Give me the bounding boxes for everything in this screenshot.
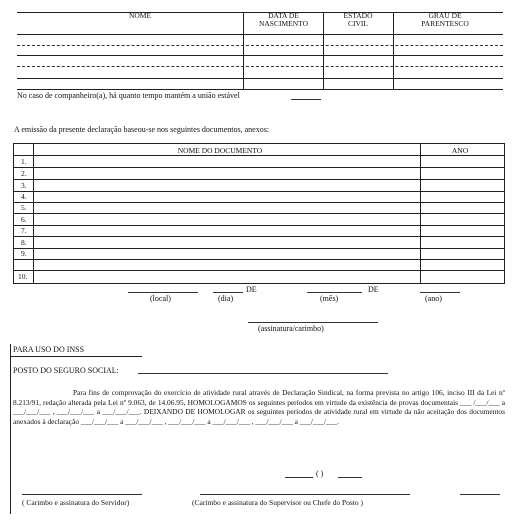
row-number: 2. bbox=[21, 169, 27, 178]
supervisor-signature-line[interactable] bbox=[200, 494, 410, 495]
companion-duration-field[interactable] bbox=[291, 99, 321, 100]
servidor-signature-line[interactable] bbox=[22, 494, 142, 495]
dia-field[interactable] bbox=[213, 292, 243, 293]
header-ano: ANO bbox=[451, 146, 469, 155]
header-estado-civil: ESTADO CIVIL bbox=[343, 11, 373, 28]
label-servidor-signature: ( Carimbo e assinatura do Servidor) bbox=[22, 498, 130, 507]
label-dia: (dia) bbox=[218, 294, 234, 303]
row-number: 8. bbox=[21, 238, 27, 247]
row-number: 7. bbox=[21, 226, 27, 235]
signature-line[interactable] bbox=[248, 322, 378, 323]
label-supervisor-signature: (Carimbo e assinatura do Supervisor ou Chefe do Posto ) bbox=[192, 498, 364, 507]
label-ano: (ano) bbox=[425, 294, 442, 303]
header-grau-parentesco: GRAU DE PARENTESCO bbox=[421, 11, 469, 28]
row-number: 9. bbox=[21, 249, 27, 258]
inss-post-label: POSTO DO SEGURO SOCIAL: bbox=[13, 366, 119, 375]
date-day-field[interactable] bbox=[285, 477, 313, 478]
row-number: 5. bbox=[21, 203, 27, 212]
inss-homologation-text: Para fins de comprovação do exercício de atividade rural através de Declaração Sindical, na forma prevista no artigo 106, inciso III da Lei nº 8.213/91, redação alterada pela Lei nº 9.063, de 14.06.95, HOMOLOGAMOS os seguintes períodos em virtude da existência de provas documentais ___ /___/___ a ___/___/___ , ___/___/___ a ___/___/___. DEIXANDO DE HOMOLOGAR os seguintes períodos de atividade rural em virtude da não aceitação dos documentos anexados à declaração ___/___/___ a ___/___/___ , ___/___/___ a ___/___/___ , ___/___/___ a ___/___/___. bbox=[13, 388, 505, 426]
companion-question: No caso de companheiro(a), há quanto tempo mantém a união estável bbox=[17, 91, 240, 100]
date-month-field[interactable] bbox=[338, 477, 362, 478]
row-number: 4. bbox=[21, 192, 27, 201]
row-number: 3. bbox=[21, 181, 27, 190]
de-label-2: DE bbox=[368, 285, 379, 294]
local-field[interactable] bbox=[128, 292, 198, 293]
header-nome-documento: NOME DO DOCUMENTO bbox=[177, 146, 263, 155]
header-nome: NOME bbox=[128, 11, 152, 20]
de-label-1: DE bbox=[246, 285, 257, 294]
row-number: 10. bbox=[18, 272, 28, 281]
post-field[interactable] bbox=[138, 373, 388, 374]
documents-intro: A emissão da presente declaração baseou-se nos seguintes documentos, anexos: bbox=[14, 125, 270, 134]
row-number: 6. bbox=[21, 215, 27, 224]
row-number: 1. bbox=[21, 157, 27, 166]
label-local: (local) bbox=[150, 294, 171, 303]
mes-field[interactable] bbox=[307, 292, 362, 293]
header-data-nascimento: DATA DE NASCIMENTO bbox=[258, 11, 309, 28]
label-signature: (assinatura/carimbo) bbox=[258, 324, 324, 333]
extra-signature-line[interactable] bbox=[460, 494, 500, 495]
date-sep: ( ) bbox=[316, 469, 324, 478]
label-mes: (mês) bbox=[320, 294, 339, 303]
inss-section-title: PARA USO DO INSS bbox=[13, 345, 85, 354]
ano-field[interactable] bbox=[420, 292, 460, 293]
